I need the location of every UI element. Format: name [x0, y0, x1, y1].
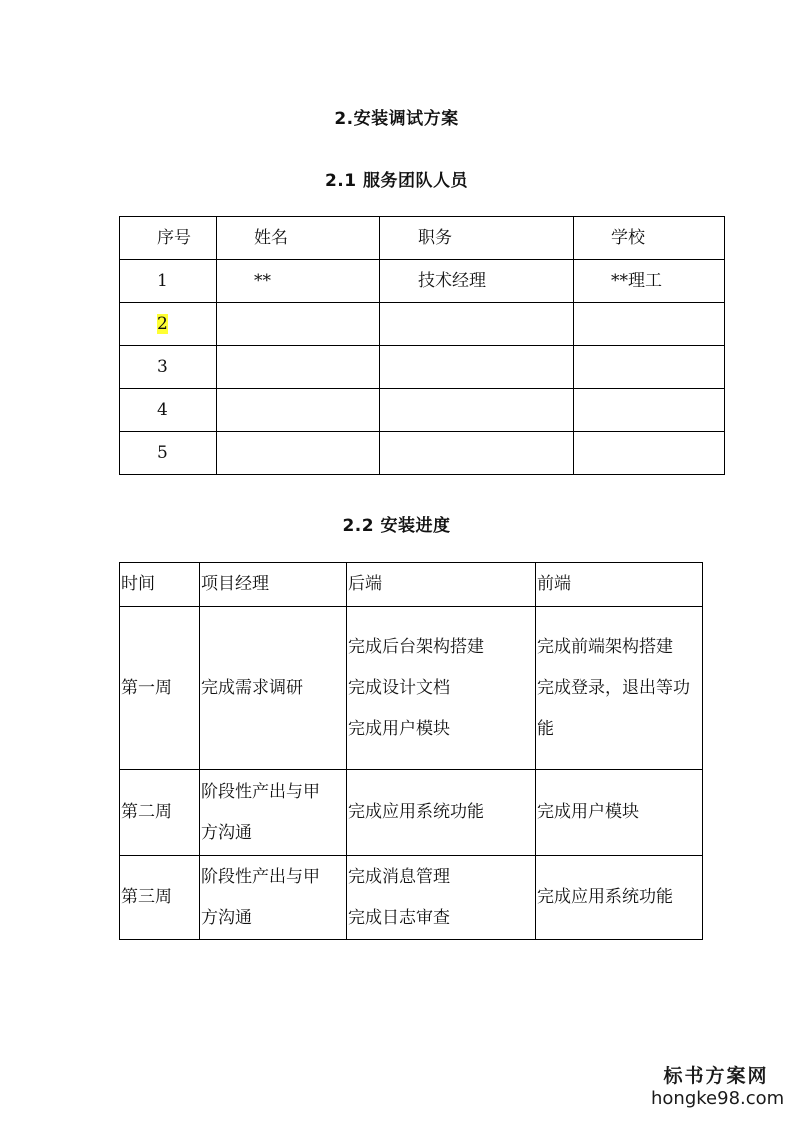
cell-index: 4 [120, 389, 217, 432]
watermark-name: 标书方案网 [663, 1065, 769, 1087]
cell-backend [347, 856, 536, 940]
table-header-row [120, 563, 703, 607]
cell-line: 方沟通 [201, 822, 252, 843]
cell-line: 完成用户模块 [348, 718, 450, 739]
cell-name [217, 303, 380, 346]
table-row [120, 303, 725, 346]
schedule-section-heading: 2.2 安装进度 [342, 516, 451, 536]
document-title: 2.安装调试方案 [334, 109, 459, 129]
table-row [120, 346, 725, 389]
cell-line: 完成登录，退出等功 [537, 677, 690, 698]
header-cell-time: 时间 [120, 563, 200, 607]
cell-time: 第二周 [120, 770, 200, 856]
cell-position [380, 389, 574, 432]
watermark-logo [651, 1064, 785, 1110]
cell-school [574, 389, 725, 432]
cell-backend [347, 770, 536, 856]
cell-backend [347, 607, 536, 770]
cell-pm [200, 770, 347, 856]
table-row [120, 260, 725, 303]
cell-pm [200, 607, 347, 770]
header-cell-index: 序号 [120, 217, 217, 260]
highlighted-index: 2 [157, 313, 168, 334]
header-cell-pm: 项目经理 [200, 563, 347, 607]
header-cell-frontend: 前端 [536, 563, 703, 607]
cell-name [217, 389, 380, 432]
cell-line: 完成需求调研 [201, 677, 303, 698]
cell-school [574, 346, 725, 389]
cell-line: 完成后台架构搭建 [348, 636, 484, 657]
cell-time: 第三周 [120, 856, 200, 940]
cell-index: 1 [120, 260, 217, 303]
cell-index [120, 303, 217, 346]
cell-pm [200, 856, 347, 940]
cell-line: 阶段性产出与甲 [201, 866, 320, 887]
cell-school [574, 303, 725, 346]
watermark-url: hongke98.com [651, 1088, 785, 1109]
header-cell-school: 学校 [574, 217, 725, 260]
cell-school [574, 432, 725, 475]
cell-frontend [536, 856, 703, 940]
table-header-row [120, 217, 725, 260]
cell-line: 阶段性产出与甲 [201, 781, 320, 802]
header-cell-name: 姓名 [217, 217, 380, 260]
header-cell-position: 职务 [380, 217, 574, 260]
cell-name: ** [217, 260, 380, 303]
cell-name [217, 346, 380, 389]
cell-line: 完成日志审查 [348, 907, 450, 928]
cell-frontend [536, 770, 703, 856]
cell-line: 完成消息管理 [348, 866, 450, 887]
cell-line: 完成设计文档 [348, 677, 450, 698]
cell-index: 3 [120, 346, 217, 389]
cell-line: 完成用户模块 [537, 802, 639, 822]
cell-index: 5 [120, 432, 217, 475]
cell-school: **理工 [574, 260, 725, 303]
team-table [119, 216, 725, 475]
table-row [120, 432, 725, 475]
cell-line: 能 [537, 718, 554, 739]
schedule-table [119, 562, 703, 940]
header-cell-backend: 后端 [347, 563, 536, 607]
team-section-heading: 2.1 服务团队人员 [324, 171, 469, 191]
cell-position [380, 303, 574, 346]
cell-name [217, 432, 380, 475]
cell-line: 完成应用系统功能 [348, 802, 484, 822]
cell-line: 完成前端架构搭建 [537, 636, 673, 657]
cell-time: 第一周 [120, 607, 200, 770]
cell-position [380, 432, 574, 475]
cell-line: 完成应用系统功能 [537, 887, 673, 907]
cell-frontend [536, 607, 703, 770]
cell-line: 方沟通 [201, 907, 252, 928]
cell-position: 技术经理 [380, 260, 574, 303]
table-row [120, 770, 703, 856]
table-row [120, 389, 725, 432]
table-row [120, 856, 703, 940]
table-row [120, 607, 703, 770]
cell-position [380, 346, 574, 389]
